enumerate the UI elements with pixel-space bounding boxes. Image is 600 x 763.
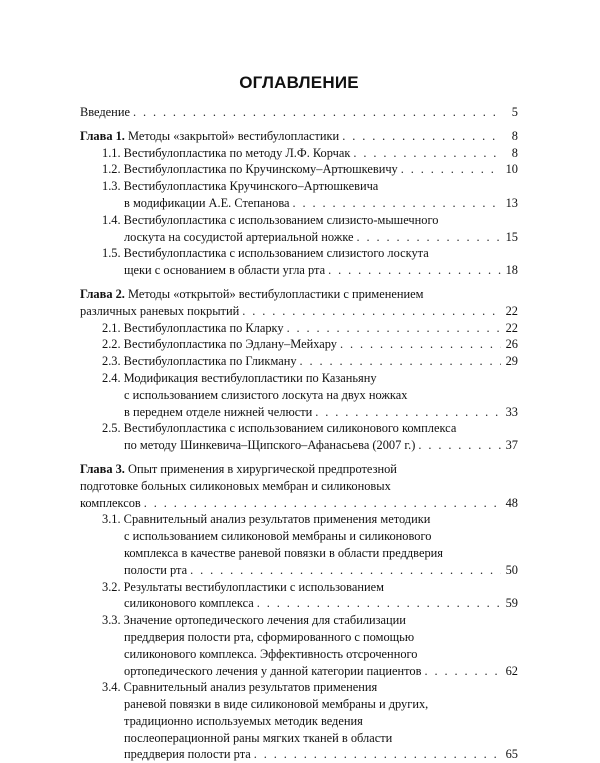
- toc-entry-last-line: [102, 262, 518, 279]
- toc-entry-text-wrap: [124, 595, 254, 612]
- toc-entry-text: в переднем отделе нижней челюсти: [124, 404, 313, 419]
- toc-entry-last-line: [102, 353, 518, 370]
- toc-entry-text-wrap: [124, 562, 187, 579]
- toc-entry-text: 2.5. Вестибулопластика с использованием силиконового комплекса: [102, 421, 457, 436]
- toc-section-entry[interactable]: [80, 178, 518, 212]
- toc-entry-line: [102, 713, 518, 730]
- dot-leader: [300, 353, 501, 370]
- dot-leader: [287, 320, 501, 337]
- page-number: 22: [505, 320, 518, 335]
- toc-entry-text: Опыт применения в хирургической предпротезной: [124, 461, 397, 476]
- dot-leader: [190, 562, 501, 579]
- toc-entry-line: [102, 612, 518, 629]
- toc-title: ОГЛАВЛЕНИЕ: [239, 73, 359, 92]
- dot-leader: [144, 495, 501, 512]
- toc-entry-text: Введение: [80, 105, 130, 119]
- toc-entry-text-wrap: [80, 495, 141, 512]
- toc-entry-last-line: [102, 336, 518, 353]
- toc-entry-line: [102, 730, 518, 747]
- chapter-label: Глава 3.: [80, 461, 125, 476]
- toc-entry-last-line: [102, 195, 518, 212]
- toc-entry-last-line: [102, 663, 518, 680]
- toc-entry-text-wrap: [102, 320, 284, 337]
- toc-section-entry[interactable]: [80, 579, 518, 613]
- toc-entry-text: 3.4. Сравнительный анализ результатов применения: [102, 680, 378, 695]
- toc-section-entry[interactable]: [80, 511, 518, 578]
- toc-entry-line: [102, 370, 518, 387]
- toc-chapter-entry[interactable]: [80, 286, 518, 320]
- toc-section-entry[interactable]: [80, 320, 518, 337]
- toc-entry-text-wrap: [124, 404, 312, 421]
- toc-entry-last-line: [80, 128, 518, 145]
- toc-entry-last-line: [102, 562, 518, 579]
- toc-entry-text: с использованием слизистого лоскута на двух ножках: [124, 387, 408, 402]
- dot-leader: [315, 404, 501, 421]
- toc-entry-text-wrap: [102, 353, 297, 370]
- page-number: 15: [505, 229, 518, 244]
- toc-entry-text: силиконового комплекса. Эффективность отсроченного: [124, 646, 418, 661]
- page-number: 62: [505, 663, 518, 678]
- toc-entry[interactable]: [80, 104, 518, 121]
- page-number: 13: [505, 195, 518, 210]
- page-number: 48: [505, 495, 518, 510]
- page-number: 5: [511, 105, 518, 119]
- toc-entry-line: [102, 528, 518, 545]
- toc-entry-text: полости рта: [124, 562, 188, 577]
- dot-leader: [424, 663, 501, 680]
- toc-entry-line: [80, 461, 518, 478]
- toc-section-entry[interactable]: [80, 420, 518, 454]
- chapter-gap: [80, 121, 518, 128]
- toc-entry-text: 3.2. Результаты вестибулопластики с использованием: [102, 579, 384, 594]
- toc-entry-text-wrap: [102, 161, 398, 178]
- toc-page: [80, 72, 518, 763]
- toc-entry-text: комплексов: [80, 495, 141, 510]
- dot-leader: [353, 145, 501, 162]
- toc-entry-text: 2.2. Вестибулопластика по Эдлану–Мейхару: [102, 337, 337, 352]
- toc-section-entry[interactable]: [80, 612, 518, 679]
- dot-leader: [328, 262, 501, 279]
- toc-entry-text: комплекса в качестве раневой повязки в области преддверия: [124, 545, 443, 560]
- toc-entry-last-line: [102, 595, 518, 612]
- toc-entry-last-line: [80, 495, 518, 512]
- page-number: 37: [505, 438, 518, 453]
- chapter-gap: [80, 279, 518, 286]
- toc-entry-last-line: [102, 229, 518, 246]
- chapter-gap: [80, 454, 518, 461]
- toc-entry-text-wrap: [124, 746, 251, 763]
- toc-section-entry[interactable]: [80, 679, 518, 763]
- toc-entry-text: по методу Шинкевича–Щипского–Афанасьева (2007 г.): [124, 438, 416, 453]
- toc-entry-text: в модификации А.Е. Степанова: [124, 195, 290, 210]
- toc-entry-text: 1.1. Вестибулопластика по методу Л.Ф. Корчак: [102, 145, 351, 160]
- toc-entry-text: с использованием силиконовой мембраны и силиконового: [124, 529, 432, 544]
- toc-entry-text-wrap: [80, 303, 239, 320]
- page-number: 29: [505, 354, 518, 369]
- toc-entry-text: преддверия полости рта, сформированного с помощью: [124, 629, 415, 644]
- toc-entry-line: [102, 387, 518, 404]
- page-number: 8: [511, 145, 518, 160]
- toc-entry-text-wrap: [102, 336, 337, 353]
- toc-entry-text-wrap: [124, 195, 290, 212]
- toc-section-entry[interactable]: [80, 161, 518, 178]
- toc-entry-last-line: [102, 746, 518, 763]
- toc-entry-text-wrap: [80, 128, 339, 145]
- toc-entry-text-wrap: [102, 145, 350, 162]
- toc-entry-text: 2.1. Вестибулопластика по Кларку: [102, 320, 284, 335]
- toc-entry-last-line: [102, 437, 518, 454]
- toc-chapter-entry[interactable]: [80, 128, 518, 145]
- toc-entry-text: 3.1. Сравнительный анализ результатов применения методики: [102, 512, 431, 527]
- toc-section-entry[interactable]: [80, 336, 518, 353]
- toc-section-entry[interactable]: [80, 353, 518, 370]
- toc-entry-line: [102, 545, 518, 562]
- toc-entry-last-line: [102, 161, 518, 178]
- toc-entry-text: ортопедического лечения у данной категории пациентов: [124, 663, 422, 678]
- toc-entry-line: [102, 579, 518, 596]
- toc-entry-text: 1.4. Вестибулопластика с использованием слизисто-мышечного: [102, 212, 439, 227]
- page-number: 26: [505, 337, 518, 352]
- toc-chapter-entry[interactable]: [80, 461, 518, 511]
- page-number: 22: [505, 303, 518, 318]
- dot-leader: [293, 195, 501, 212]
- page-number: 50: [505, 562, 518, 577]
- toc-entry-line: [102, 420, 518, 437]
- page-number: 18: [505, 263, 518, 278]
- toc-entry-line: [102, 646, 518, 663]
- dot-leader: [242, 303, 501, 320]
- toc-entry-text: послеоперационной раны мягких тканей в области: [124, 730, 393, 745]
- toc-list: [80, 104, 518, 763]
- toc-entry-text: Методы «закрытой» вестибулопластики: [124, 128, 340, 143]
- toc-entry-line: [80, 478, 518, 495]
- toc-entry-text: подготовке больных силиконовых мембран и силиконовых: [80, 478, 391, 493]
- toc-entry-last-line: [102, 145, 518, 162]
- toc-entry-line: [102, 511, 518, 528]
- toc-entry-text: Методы «открытой» вестибулопластики с применением: [124, 286, 424, 301]
- toc-entry-text: различных раневых покрытий: [80, 303, 240, 318]
- toc-section-entry[interactable]: [80, 370, 518, 420]
- toc-entry-text-wrap: [80, 104, 130, 121]
- toc-entry-text: 1.5. Вестибулопластика с использованием слизистого лоскута: [102, 246, 429, 261]
- toc-entry-last-line: [102, 320, 518, 337]
- toc-section-entry[interactable]: [80, 145, 518, 162]
- toc-section-entry[interactable]: [80, 212, 518, 246]
- toc-entry-line: [102, 629, 518, 646]
- toc-entry-text-wrap: [124, 229, 354, 246]
- toc-entry-text-wrap: [124, 437, 415, 454]
- page-number: 8: [511, 128, 518, 143]
- toc-entry-text: традиционно используемых методик ведения: [124, 713, 363, 728]
- toc-entry-text: силиконового комплекса: [124, 596, 254, 611]
- toc-entry-text-wrap: [124, 262, 325, 279]
- dot-leader: [401, 161, 501, 178]
- toc-entry-text: 2.4. Модификация вестибулопластики по Казаньяну: [102, 370, 377, 385]
- toc-entry-text: лоскута на сосудистой артериальной ножке: [124, 229, 354, 244]
- dot-leader: [357, 229, 501, 246]
- toc-entry-text: 1.2. Вестибулопластика по Кручинскому–Артюшкевичу: [102, 162, 398, 177]
- page-number: 10: [505, 162, 518, 177]
- toc-entry-text: преддверия полости рта: [124, 747, 251, 762]
- toc-entry-text-wrap: [124, 663, 421, 680]
- toc-entry-text: щеки с основанием в области угла рта: [124, 263, 326, 278]
- chapter-label: Глава 2.: [80, 286, 125, 301]
- toc-entry-last-line: [102, 404, 518, 421]
- dot-leader: [254, 746, 501, 763]
- toc-entry-line: [80, 286, 518, 303]
- toc-entry-text: раневой повязки в виде силиконовой мембраны и других,: [124, 697, 429, 712]
- toc-entry-line: [102, 696, 518, 713]
- toc-entry-line: [102, 212, 518, 229]
- dot-leader: [340, 336, 501, 353]
- toc-entry-last-line: [80, 303, 518, 320]
- toc-entry-line: [102, 245, 518, 262]
- page-number: 59: [505, 596, 518, 611]
- dot-leader: [418, 437, 501, 454]
- toc-entry-text: 2.3. Вестибулопластика по Гликману: [102, 354, 297, 369]
- dot-leader: [133, 104, 501, 121]
- toc-section-entry[interactable]: [80, 245, 518, 279]
- toc-entry-text: 3.3. Значение ортопедического лечения для стабилизации: [102, 613, 406, 628]
- toc-entry-last-line: [80, 104, 518, 121]
- dot-leader: [342, 128, 501, 145]
- toc-entry-line: [102, 679, 518, 696]
- toc-entry-line: [102, 178, 518, 195]
- dot-leader: [257, 595, 501, 612]
- page-number: 65: [505, 747, 518, 762]
- toc-entry-text: 1.3. Вестибулопластика Кручинского–Артюшкевича: [102, 179, 379, 194]
- page-number: 33: [505, 404, 518, 419]
- chapter-label: Глава 1.: [80, 128, 125, 143]
